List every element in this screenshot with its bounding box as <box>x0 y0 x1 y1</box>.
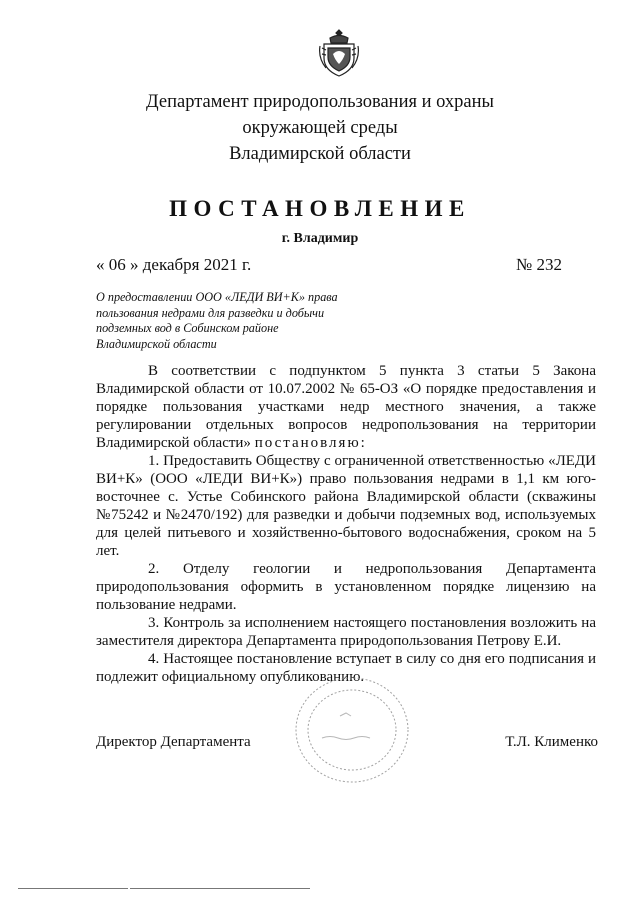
footer-divider-right <box>130 888 310 889</box>
item-3: 3. Контроль за исполнением настоящего постановления возложить на заместителя директора Департамента природопользования Петрову Е.И. <box>96 615 596 649</box>
item-1: 1. Предоставить Обществу с ограниченной ответственностью «ЛЕДИ ВИ+К» (ООО «ЛЕДИ ВИ+К») право пользования недрами в 1,1 км юго-восточнее с. Устье Собинского района Владимирской области (скважины №75242 и №2470/192) для разведки и добычи подземных вод, используемых для целей питьевого и хозяйственно-бытового водоснабжения, сроком на 5 лет. <box>96 453 596 559</box>
footer-divider-left <box>18 888 128 889</box>
coat-of-arms-icon <box>318 28 360 78</box>
document-subject: О предоставлении ООО «ЛЕДИ ВИ+К» права пользования недрами для разведки и добычи подземных вод в Собинском районе Владимирской области <box>96 290 338 351</box>
city: г. Владимир <box>281 231 359 246</box>
item-4: 4. Настоящее постановление вступает в силу со дня его подписания и подлежит официальному опубликованию. <box>96 651 596 685</box>
document-type-title: ПОСТАНОВЛЕНИЕ <box>169 196 471 221</box>
preamble-paragraph <box>96 362 596 452</box>
department-line-1: Департамент природопользования и охраны <box>146 92 494 112</box>
item-2: 2. Отделу геологии и недропользования Департамента природопользования оформить в установленном порядке лицензию на пользование недрами. <box>96 561 596 613</box>
document-body <box>96 362 596 686</box>
signer-position: Директор Департамента <box>96 734 251 750</box>
preamble-text: В соответствии с подпунктом 5 пункта 3 статьи 5 Закона Владимирской области от 10.07.2002 № 65-ОЗ «О порядке предоставления и порядке пользования участками недр местного значения, а также регулировании отдельных вопросов недропользования на территории Владимирской области» <box>96 363 596 451</box>
department-line-2: окружающей среды <box>242 118 398 138</box>
signer-name: Т.Л. Клименко <box>505 734 598 750</box>
official-stamp-icon <box>282 668 412 788</box>
department-line-3: Владимирской области <box>229 144 411 164</box>
decree-word: постановляю: <box>254 435 367 451</box>
document-number: № 232 <box>516 255 562 274</box>
document-date: « 06 » декабря 2021 г. <box>96 255 252 274</box>
